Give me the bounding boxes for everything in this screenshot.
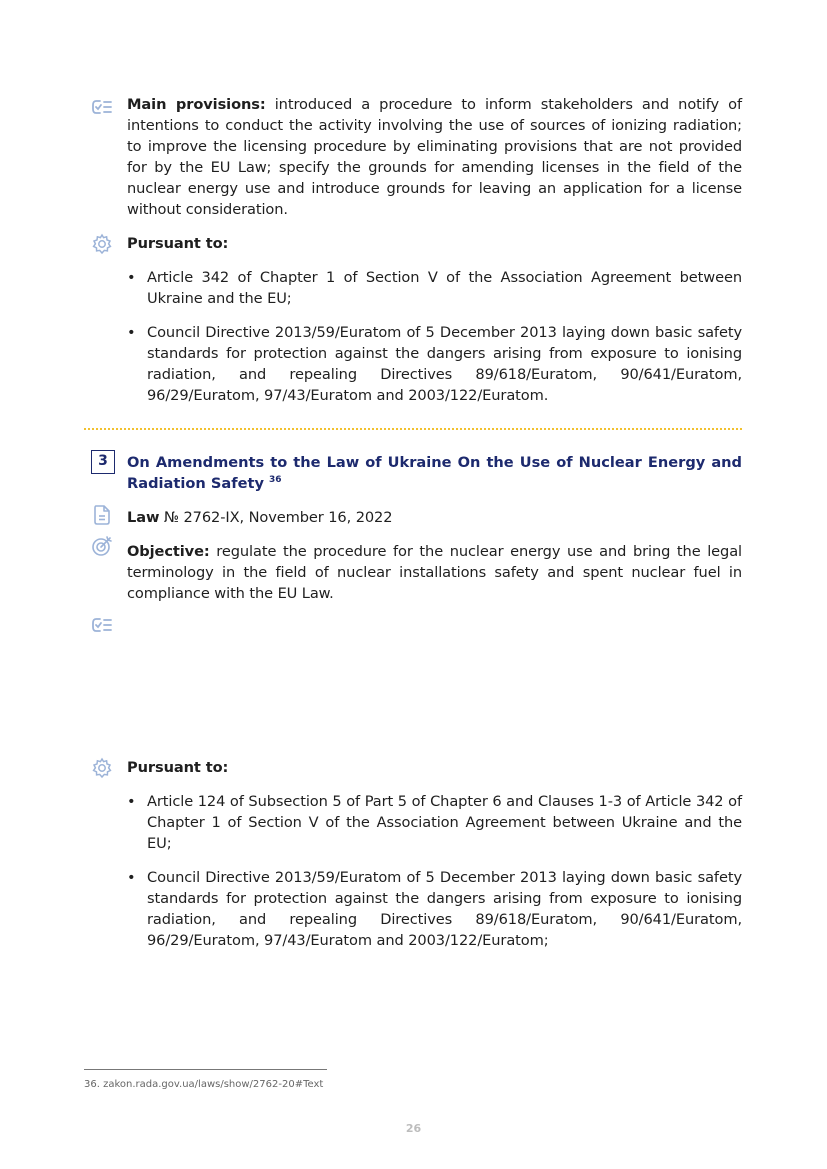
footnote-ref: 36	[269, 475, 282, 486]
pursuant-block-2	[91, 757, 742, 778]
pursuant-label-1: Pursuant to:	[127, 235, 229, 252]
objective-label: Objective:	[127, 543, 210, 560]
list-item: • Council Directive 2013/59/Euratom of 5 December 2013 laying down basic safety standards for protection against the dangers arising from exposure to ionising radiation, and repealing Directives 89/618/Euratom, 90/641/Euratom, 96/29/Euratom, 97/43/Euratom and 2003/122/Euratom.	[127, 322, 742, 406]
pursuant-list-1	[127, 267, 742, 419]
list-check-icon	[91, 96, 113, 118]
section-number-badge: 3	[91, 450, 115, 474]
document-icon	[91, 504, 113, 526]
page-number: 26	[405, 1122, 422, 1135]
list-check-icon	[91, 614, 113, 636]
law-label: Law	[127, 509, 160, 526]
section-title: On Amendments to the Law of Ukraine On the Use of Nuclear Energy and Radiation Safety $^{36}$	[127, 454, 742, 492]
objective-body: regulate the procedure for the nuclear energy use and bring the legal terminology in the field of nuclear installations safety and spent nuclear fuel in compliance with the EU Law.	[127, 543, 742, 602]
pursuant-block-1	[91, 233, 742, 254]
list-item: • Council Directive 2013/59/Euratom of 5 December 2013 laying down basic safety standards for protection against the dangers arising from exposure to ionising radiation, and repealing Directives 89/618/Euratom, 90/641/Euratom, 96/29/Euratom, 97/43/Euratom and 2003/122/Euratom;	[127, 867, 742, 951]
target-icon	[91, 535, 113, 557]
main-provisions-block	[91, 94, 742, 220]
gear-icon	[91, 233, 113, 255]
law-block	[91, 507, 742, 528]
law-text	[127, 507, 742, 528]
pursuant-label-2: Pursuant to:	[127, 759, 229, 776]
list-item: • Article 342 of Chapter 1 of Section V of the Association Agreement between Ukraine and the EU;	[127, 267, 742, 309]
objective-block	[91, 541, 742, 604]
footnote: 36. zakon.rada.gov.ua/laws/show/2762-20#Text	[84, 1079, 324, 1090]
list-item: • Article 124 of Subsection 5 of Part 5 of Chapter 6 and Clauses 1-3 of Article 342 of Chapter 1 of Section V of the Association Agreement between Ukraine and the EU;	[127, 791, 742, 854]
main-provisions-label: Main provisions:	[127, 96, 266, 113]
law-number: № 2762-IX, November 16, 2022	[159, 509, 393, 526]
objective-text	[127, 541, 742, 604]
main-provisions-body: introduced a procedure to inform stakeholders and notify of intentions to conduct the activity involving the use of sources of ionizing radiation; to improve the licensing procedure by eliminating provisions that are not provided for by the EU Law; specify the grounds for amending licenses in the field of the nuclear energy use and introduce grounds for leaving an application for a license without consideration.	[127, 96, 742, 218]
pursuant-list-2	[127, 791, 742, 964]
footnote-separator	[84, 1069, 327, 1070]
gear-icon	[91, 757, 113, 779]
main-provisions-text	[127, 94, 742, 220]
section-divider	[84, 428, 742, 430]
